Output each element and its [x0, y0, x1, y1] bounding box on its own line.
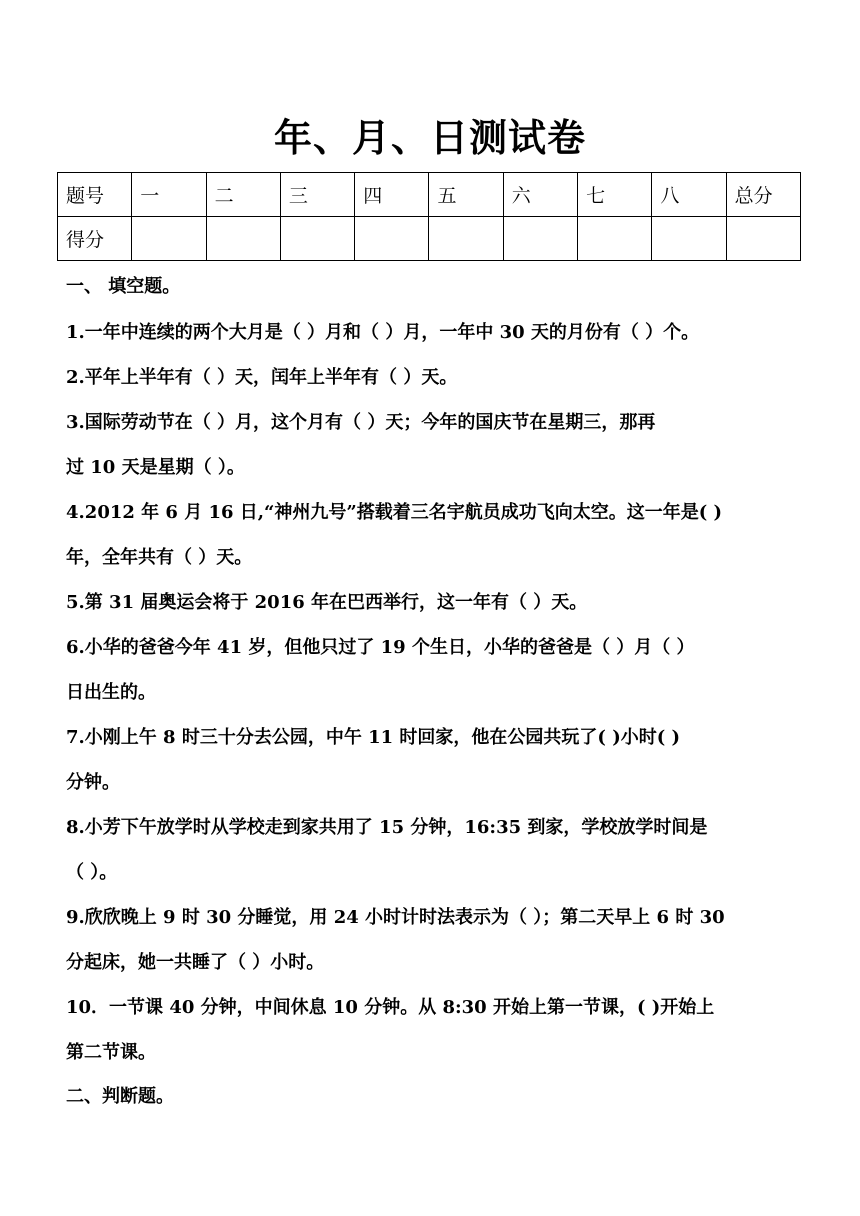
score-cell[interactable]: [355, 217, 429, 261]
question-line: 9.欣欣晚上 9 时 30 分睡觉，用 24 小时计时法表示为（ ）；第二天早上 6 时 30: [66, 907, 725, 928]
question-2: [66, 355, 796, 400]
question-7: [66, 715, 796, 805]
score-cell[interactable]: [280, 217, 354, 261]
score-table-header-cell: 七: [578, 173, 652, 217]
question-5: [66, 580, 796, 625]
section-heading-true-false: 二、判断题。: [66, 1086, 174, 1107]
score-table-header-cell: 二: [206, 173, 280, 217]
question-line: 2.平年上半年有（ ）天，闰年上半年有（ ）天。: [66, 367, 458, 388]
question-4: [66, 490, 796, 580]
question-line: 10．一节课 40 分钟，中间休息 10 分钟。从 8:30 开始上第一节课，( )开始上: [66, 997, 715, 1018]
score-table-header-cell: 一: [132, 173, 206, 217]
score-table-score-row: [58, 217, 801, 261]
score-cell[interactable]: [652, 217, 726, 261]
question-line: 分钟。: [66, 772, 120, 793]
score-cell[interactable]: [726, 217, 800, 261]
section-heading-fill-in: 一、 填空题。: [66, 276, 181, 297]
page-title: 年、月、日测试卷: [273, 115, 586, 160]
score-cell[interactable]: [429, 217, 503, 261]
question-line: （ ）。: [66, 862, 118, 883]
score-table-header-cell: 五: [429, 173, 503, 217]
question-6: [66, 625, 796, 715]
score-table: [57, 172, 801, 261]
score-table-header-cell: 总分: [726, 173, 800, 217]
question-9: [66, 895, 796, 985]
question-line: 3.国际劳动节在（ ）月，这个月有（ ）天；今年的国庆节在星期三，那再: [66, 412, 656, 433]
question-3: [66, 400, 796, 490]
question-line: 1.一年中连续的两个大月是（ ）月和（ ）月，一年中 30 天的月份有（ ）个。: [66, 322, 700, 343]
score-table-header-cell: 题号: [58, 173, 132, 217]
score-cell[interactable]: [132, 217, 206, 261]
score-table-header-cell: 四: [355, 173, 429, 217]
score-cell[interactable]: [578, 217, 652, 261]
question-line: 日出生的。: [66, 682, 156, 703]
score-row-label: 得分: [58, 217, 132, 261]
score-cell[interactable]: [503, 217, 577, 261]
question-line: 7.小刚上午 8 时三十分去公园，中午 11 时回家，他在公园共玩了( )小时( ): [66, 727, 681, 748]
score-table-header-row: [58, 173, 801, 217]
question-line: 4.2012 年 6 月 16 日,“神州九号”搭载着三名宇航员成功飞向太空。这一年是( ): [66, 502, 723, 523]
question-line: 6.小华的爸爸今年 41 岁，但他只过了 19 个生日，小华的爸爸是（ ）月（ ）: [66, 637, 695, 658]
question-line: 分起床，她一共睡了（ ）小时。: [66, 952, 325, 973]
question-8: [66, 805, 796, 895]
question-line: 过 10 天是星期（ ）。: [66, 457, 245, 478]
score-cell[interactable]: [206, 217, 280, 261]
score-table-header-cell: 八: [652, 173, 726, 217]
score-table-header-cell: 六: [503, 173, 577, 217]
question-line: 8.小芳下午放学时从学校走到家共用了 15 分钟，16:35 到家，学校放学时间是: [66, 817, 708, 838]
question-1: [66, 310, 796, 355]
question-line: 第二节课。: [66, 1042, 156, 1063]
question-10: [66, 985, 796, 1075]
score-table-header-cell: 三: [280, 173, 354, 217]
question-line: 年，全年共有（ ）天。: [66, 547, 253, 568]
question-line: 5.第 31 届奥运会将于 2016 年在巴西举行，这一年有（ ）天。: [66, 592, 588, 613]
